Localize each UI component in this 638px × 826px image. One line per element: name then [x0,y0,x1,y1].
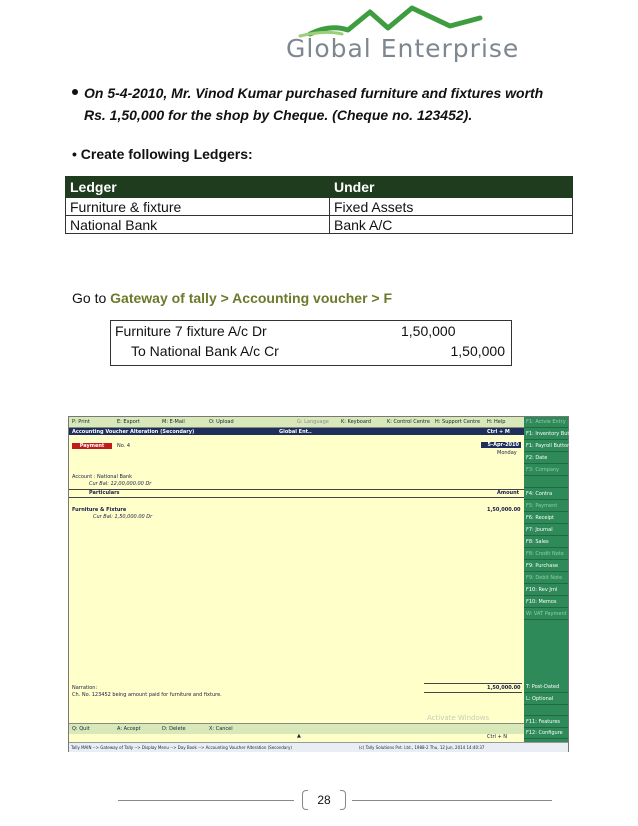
gateway-prefix: Go to [72,290,111,306]
total-amount: 1,50,000.00 [487,685,521,691]
journal-entry-box [110,320,512,366]
col-particulars: Particulars [89,490,120,496]
company-name: Global Ent.. [279,429,312,435]
side-button[interactable]: F6: Receipt [524,513,568,524]
delete-button[interactable]: D: Delete [162,726,186,732]
entry-credit-text: To National Bank A/c Cr [131,343,279,359]
side-button[interactable]: F10: Rev Jrnl [524,585,568,596]
support-centre-button[interactable]: H: Support Centre [435,419,481,425]
tally-status-bar [69,742,568,752]
tally-button-bar [524,417,581,751]
entry-debit-amount: 1,50,000 [401,323,456,339]
footer-line-left [118,800,294,801]
ctrl-n-shortcut: Ctrl + N [487,734,508,740]
table-cell: Fixed Assets [330,198,573,216]
particular-amount[interactable]: 1,50,000.00 [487,507,521,513]
side-button[interactable]: T: Post-Dated [524,682,568,693]
keyboard-button[interactable]: K: Keyboard [341,419,372,425]
upload-button[interactable]: O: Upload [209,419,234,425]
table-row [66,198,573,216]
side-button[interactable]: W: VAT Payment [524,609,568,620]
print-button[interactable]: P: Print [72,419,90,425]
ledger-table [65,176,573,234]
control-centre-button[interactable]: K: Control Centre [387,419,430,425]
side-button[interactable]: F9: Debit Note [524,573,568,584]
side-button[interactable]: F1: Payroll Buttons [524,441,568,452]
gateway-instruction [72,290,392,306]
account-balance: Cur Bal: 12,00,000.00 Dr [89,481,152,487]
table-cell: Furniture & fixture [66,198,330,216]
side-button[interactable]: F8: Sales [524,537,568,548]
entry-debit-line [115,323,505,339]
side-button[interactable]: F2: Date [524,453,568,464]
voucher-type-badge[interactable]: Payment [72,443,112,449]
side-button[interactable]: F4: Contra [524,489,568,500]
side-button[interactable]: F8: Credit Note [524,549,568,560]
scroll-up-icon[interactable]: ▲ [297,733,301,739]
footer-line-right [352,800,552,801]
side-button[interactable]: F12: Configure [524,728,568,739]
voucher-date[interactable]: 5-Apr-2010 [481,442,521,448]
voucher-title: Accounting Voucher Alteration (Secondary) [72,429,195,435]
side-button[interactable]: F9: Purchase [524,561,568,572]
cancel-button[interactable]: X: Cancel [209,726,233,732]
bracket-right-icon [340,790,346,810]
entry-credit-amount: 1,50,000 [450,343,505,359]
tally-screenshot [68,416,581,752]
voucher-day: Monday [497,450,517,456]
language-button[interactable]: G: Language [297,419,329,425]
side-button[interactable]: F10: Memos [524,597,568,608]
tally-top-toolbar [69,417,524,428]
col-under: Under [330,177,573,198]
table-header-row [66,177,573,198]
narration-text[interactable]: Ch. No. 123452 being amount paid for furniture and fixture. [72,692,222,698]
divider [69,497,524,498]
email-button[interactable]: M: E-Mail [162,419,185,425]
side-button[interactable]: F3: Company [524,465,568,476]
divider [424,683,522,684]
table-cell: National Bank [66,216,330,234]
side-button[interactable]: F7: Journal [524,525,568,536]
voucher-number: No. 4 [117,443,131,449]
title-shortcut: Ctrl + M [487,429,510,435]
side-button[interactable]: F1: Actvie Entry [524,417,568,428]
page-number: 28 [317,793,331,807]
bullet-icon [72,89,78,95]
account-field[interactable]: Account : National Bank [72,474,133,480]
status-path: Tally MAIN --> Gateway of Tally --> Display Menu --> Day Book --> Accounting Voucher Alteration (Secondary) [71,745,292,750]
watermark-text: Activate Windows [427,714,490,722]
particular-name[interactable]: Furniture & Fixture [72,507,127,513]
accept-button[interactable]: A: Accept [117,726,141,732]
col-amount: Amount [497,490,520,496]
table-row [66,216,573,234]
page-number-frame [298,790,350,810]
col-ledger: Ledger [66,177,330,198]
bracket-left-icon [302,790,308,810]
side-button[interactable]: F11: Features [524,717,568,728]
side-button[interactable] [524,705,568,716]
entry-debit-text: Furniture 7 fixture A/c Dr [115,323,267,339]
table-cell: Bank A/C [330,216,573,234]
create-ledgers-heading: • Create following Ledgers: [72,146,253,162]
help-button[interactable]: H: Help [487,419,506,425]
tally-title-bar [69,428,524,435]
status-info: (c) Tally Solutions Pvt. Ltd., 1988-2 Thu, 12 Jun, 2014 14:40:37 [359,745,485,750]
intro-sentence: On 5-4-2010, Mr. Vinod Kumar purchased furniture and fixtures worth Rs. 1,50,000 for the shop by Cheque. (Cheque no. 123452). [84,85,544,123]
quit-button[interactable]: Q: Quit [72,726,90,732]
gateway-path: Gateway of tally > Accounting voucher > F [110,290,393,306]
divider [69,489,524,490]
divider [424,692,522,693]
logo-text: Global Enterprise [286,34,520,63]
export-button[interactable]: E: Export [117,419,140,425]
side-button[interactable] [524,477,568,488]
side-button[interactable]: F1: Inventory Buttons [524,429,568,440]
side-button[interactable]: L: Optional [524,694,568,705]
side-button[interactable]: F5: Payment [524,501,568,512]
narration-label: Narration: [72,685,98,691]
particular-balance: Cur Bal: 1,50,000.00 Dr [93,514,153,520]
entry-credit-line [131,343,505,359]
